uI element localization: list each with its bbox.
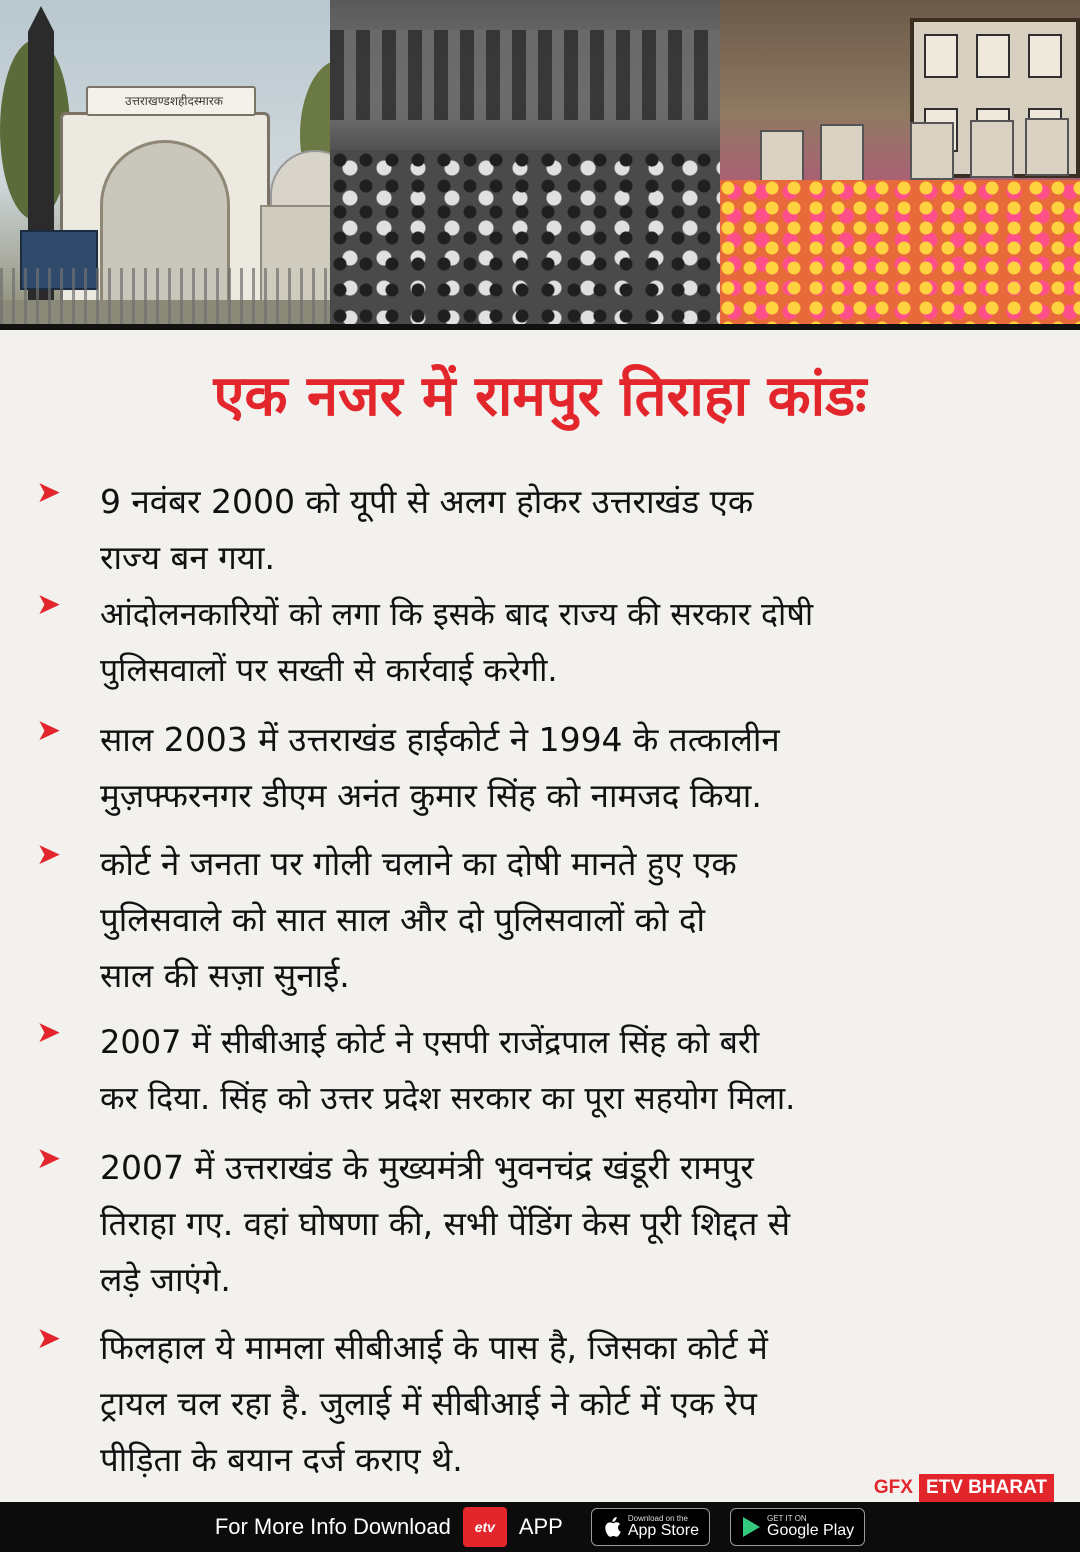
list-item-line: ट्रायल चल रहा है. जुलाई में सीबीआई ने कोर्ट में एक रेप bbox=[100, 1384, 757, 1423]
arrow-bullet-icon: ➤ bbox=[36, 837, 62, 872]
list-item-line: राज्य बन गया. bbox=[100, 538, 275, 577]
app-label: APP bbox=[518, 1514, 563, 1539]
memorial-photo bbox=[0, 0, 380, 324]
list-item-line: कर दिया. सिंह को उत्तर प्रदेश सरकार का पूरा सहयोग मिला. bbox=[100, 1079, 796, 1117]
list-item-line: 9 नवंबर 2000 को यूपी से अलग होकर उत्तराखंड एक bbox=[100, 482, 754, 521]
google-play-icon bbox=[741, 1516, 761, 1538]
page-title: एक नजर में रामपुर तिराहा कांडः bbox=[213, 364, 867, 429]
list-item-text bbox=[100, 712, 1040, 824]
martyr-portrait bbox=[1025, 118, 1069, 176]
arrow-bullet-icon: ➤ bbox=[36, 1141, 62, 1176]
arrow-bullet-icon: ➤ bbox=[36, 1015, 62, 1050]
protest-photo bbox=[330, 0, 770, 324]
list-item-text bbox=[100, 1140, 1040, 1308]
footer-text: For More Info Download bbox=[214, 1514, 451, 1539]
list-item-line: साल की सज़ा सुनाई. bbox=[100, 956, 350, 995]
app-store-small-text: Download on the bbox=[627, 1514, 688, 1523]
google-play-small-text: GET IT ON bbox=[767, 1514, 807, 1523]
list-item-text bbox=[100, 1014, 1040, 1126]
google-play-button[interactable] bbox=[730, 1508, 865, 1546]
list-item-line: मुज़फ्फरनगर डीएम अनंत कुमार सिंह को नामजद किया. bbox=[100, 776, 762, 815]
seated-crowd bbox=[330, 150, 770, 324]
header-photo-collage bbox=[0, 0, 1080, 324]
arrow-bullet-icon: ➤ bbox=[36, 1321, 62, 1356]
footer-download-bar bbox=[0, 1502, 1080, 1552]
portrait-frame bbox=[924, 34, 958, 78]
arrow-bullet-icon: ➤ bbox=[36, 587, 62, 622]
list-item-text bbox=[100, 836, 1040, 1004]
memorial-sign-text: उत्तराखण्डशहीदस्मारक bbox=[125, 94, 223, 108]
martyr-portrait bbox=[970, 120, 1014, 178]
list-item-line: कोर्ट ने जनता पर गोली चलाने का दोषी मानते हुए एक bbox=[100, 844, 737, 883]
portrait-frame bbox=[976, 34, 1010, 78]
flower-offerings bbox=[720, 180, 1080, 324]
gfx-credit-badge bbox=[868, 1474, 1054, 1502]
tribute-photo bbox=[720, 0, 1080, 324]
arrow-bullet-icon: ➤ bbox=[36, 475, 62, 510]
list-item-text bbox=[100, 586, 1040, 698]
app-store-label bbox=[628, 1515, 699, 1539]
etv-bharat-brand: ETV BHARAT bbox=[919, 1474, 1054, 1502]
header-divider bbox=[0, 324, 1080, 330]
fence bbox=[0, 268, 380, 324]
portrait-frame bbox=[1028, 34, 1062, 78]
martyr-portrait bbox=[820, 124, 864, 182]
list-item-text bbox=[100, 1320, 1040, 1488]
etv-logo-icon[interactable]: etv bbox=[463, 1507, 507, 1547]
list-item-line: लड़े जाएंगे. bbox=[100, 1260, 231, 1299]
list-item-line: आंदोलनकारियों को लगा कि इसके बाद राज्य की सरकार दोषी bbox=[100, 595, 814, 633]
google-play-big-text: Google Play bbox=[767, 1522, 855, 1539]
list-item-text bbox=[100, 474, 1040, 586]
list-item-line: तिराहा गए. वहां घोषणा की, सभी पेंडिंग केस पूरी शिद्दत से bbox=[100, 1204, 791, 1243]
list-item-line: पीड़िता के बयान दर्ज कराए थे. bbox=[100, 1440, 463, 1479]
apple-icon bbox=[602, 1516, 622, 1538]
list-item-line: 2007 में उत्तराखंड के मुख्यमंत्री भुवनचंद्र खंडूरी रामपुर bbox=[100, 1148, 754, 1187]
police-line bbox=[330, 30, 770, 120]
list-item-line: पुलिसवाले को सात साल और दो पुलिसवालों को दो bbox=[100, 900, 706, 939]
list-item-line: साल 2003 में उत्तराखंड हाईकोर्ट ने 1994 के तत्कालीन bbox=[100, 720, 780, 759]
list-item-line: पुलिसवालों पर सख्ती से कार्रवाई करेगी. bbox=[100, 651, 558, 689]
list-item-line: 2007 में सीबीआई कोर्ट ने एसपी राजेंद्रपाल सिंह को बरी bbox=[100, 1023, 760, 1061]
list-item-line: फिलहाल ये मामला सीबीआई के पास है, जिसका कोर्ट में bbox=[100, 1328, 768, 1367]
arrow-bullet-icon: ➤ bbox=[36, 713, 62, 748]
app-store-big-text: App Store bbox=[627, 1522, 699, 1539]
gfx-label: GFX bbox=[873, 1477, 913, 1498]
martyr-portrait bbox=[910, 122, 954, 180]
app-store-button[interactable] bbox=[591, 1508, 710, 1546]
google-play-label bbox=[767, 1515, 854, 1539]
